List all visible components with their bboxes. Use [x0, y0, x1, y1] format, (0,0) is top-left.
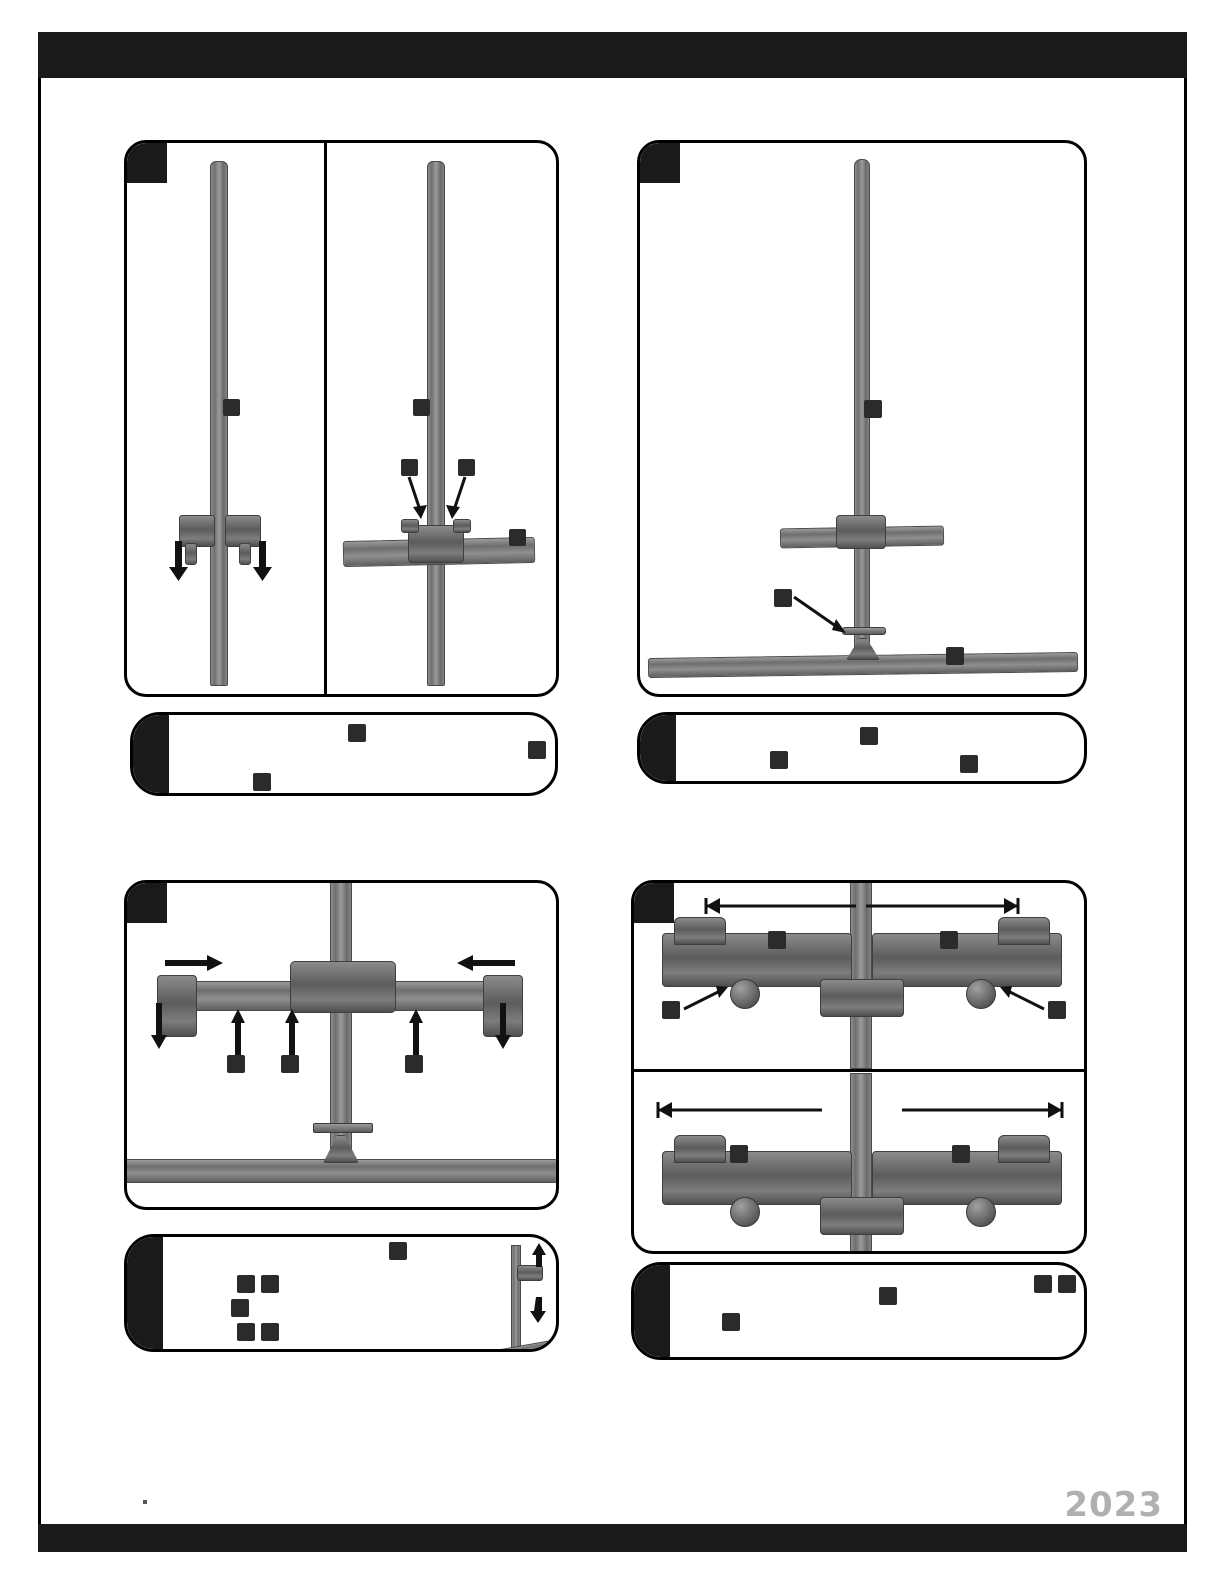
down-arrow-left	[165, 541, 189, 583]
up-arrow-1	[231, 1009, 245, 1057]
caption-text-block	[237, 1323, 255, 1341]
leader-arrow-knob-right	[994, 981, 1046, 1013]
dimension-arrow-upper-left	[706, 897, 856, 915]
inset-up-down-arrows	[531, 1241, 549, 1327]
dimension-arrow-lower-left	[658, 1101, 822, 1119]
caption-bar-step-1	[130, 712, 558, 796]
caption-text-block	[348, 724, 366, 742]
center-clamp	[290, 961, 396, 1013]
down-arrow-right-end	[495, 1003, 511, 1051]
header-bar	[38, 32, 1187, 78]
up-arrow-2	[285, 1009, 299, 1057]
down-arrow-right	[249, 541, 273, 583]
callout-marker	[405, 1055, 423, 1073]
inset-post	[511, 1245, 521, 1351]
callout-marker	[223, 399, 240, 416]
callout-marker	[774, 589, 792, 607]
panel-step-4	[631, 880, 1087, 1254]
saddle-right-upper	[998, 917, 1050, 945]
caption-cap	[634, 1265, 670, 1357]
panel-corner-marker	[127, 883, 167, 923]
caption-text-block	[528, 741, 546, 759]
slide-arrow-left	[165, 955, 223, 971]
caption-text-block	[770, 751, 788, 769]
saddle-right-lower	[998, 1135, 1050, 1163]
caption-text-block	[261, 1275, 279, 1293]
callout-marker	[458, 459, 475, 476]
caption-text-block	[261, 1323, 279, 1341]
caption-text-block	[389, 1242, 407, 1260]
callout-marker	[413, 399, 430, 416]
saddle-left-upper	[674, 917, 726, 945]
callout-marker	[227, 1055, 245, 1073]
caption-bar-step-4	[631, 1262, 1087, 1360]
callout-marker	[768, 931, 786, 949]
callout-marker	[662, 1001, 680, 1019]
caption-text-block	[722, 1313, 740, 1331]
page-artifact-dot	[143, 1500, 147, 1504]
lock-knob-right-lower	[966, 1197, 996, 1227]
lock-knob-right-upper	[966, 979, 996, 1009]
callout-marker	[864, 400, 882, 418]
caption-text-block	[1034, 1275, 1052, 1293]
leader-arrow-right	[439, 475, 469, 527]
lock-knob-left-lower	[730, 1197, 760, 1227]
caption-text-block	[860, 727, 878, 745]
panel-corner-marker	[634, 883, 674, 923]
vertical-post	[210, 161, 228, 686]
slide-arrow-right	[457, 955, 515, 971]
callout-marker	[281, 1055, 299, 1073]
footer-bar	[38, 1524, 1187, 1552]
leader-arrow-left	[403, 475, 433, 527]
up-arrow-3	[409, 1009, 423, 1057]
panel-divider	[324, 143, 327, 694]
down-arrow-left-end	[151, 1003, 167, 1051]
year-label: 2023	[1064, 1485, 1163, 1525]
caption-text-block	[960, 755, 978, 773]
panel-step-3	[124, 880, 559, 1210]
caption-bar-step-3	[124, 1234, 559, 1352]
callout-marker	[401, 459, 418, 476]
callout-marker	[730, 1145, 748, 1163]
lock-knob-left-upper	[730, 979, 760, 1009]
center-clamp-upper	[820, 979, 904, 1017]
caption-cap	[640, 715, 676, 781]
base-pin	[313, 1123, 373, 1133]
caption-text-block	[879, 1287, 897, 1305]
caption-text-block	[231, 1299, 249, 1317]
panel-corner-marker	[127, 143, 167, 183]
caption-cap	[133, 715, 169, 793]
panel-step-2	[637, 140, 1087, 697]
callout-marker	[1048, 1001, 1066, 1019]
leader-arrow-knob-left	[682, 981, 734, 1013]
caption-text-block	[237, 1275, 255, 1293]
callout-marker	[940, 931, 958, 949]
callout-marker	[952, 1145, 970, 1163]
base-foot-plate	[323, 1135, 359, 1163]
vertical-post-2	[427, 161, 445, 686]
caption-bar-step-2	[637, 712, 1087, 784]
saddle-left-lower	[674, 1135, 726, 1163]
panel-step-1	[124, 140, 559, 697]
cross-arm-clamp	[836, 515, 886, 549]
panel-divider	[634, 1069, 1084, 1072]
base-foot-plate	[846, 638, 880, 660]
caption-text-block	[1058, 1275, 1076, 1293]
center-clamp-lower	[820, 1197, 904, 1235]
callout-marker	[509, 529, 526, 546]
panel-corner-marker	[640, 143, 680, 183]
caption-cap	[127, 1237, 163, 1349]
dimension-arrow-upper-right	[866, 897, 1018, 915]
callout-marker	[946, 647, 964, 665]
caption-text-block	[253, 773, 271, 791]
leader-arrow-to-base	[792, 595, 854, 641]
dimension-arrow-lower-right	[902, 1101, 1062, 1119]
